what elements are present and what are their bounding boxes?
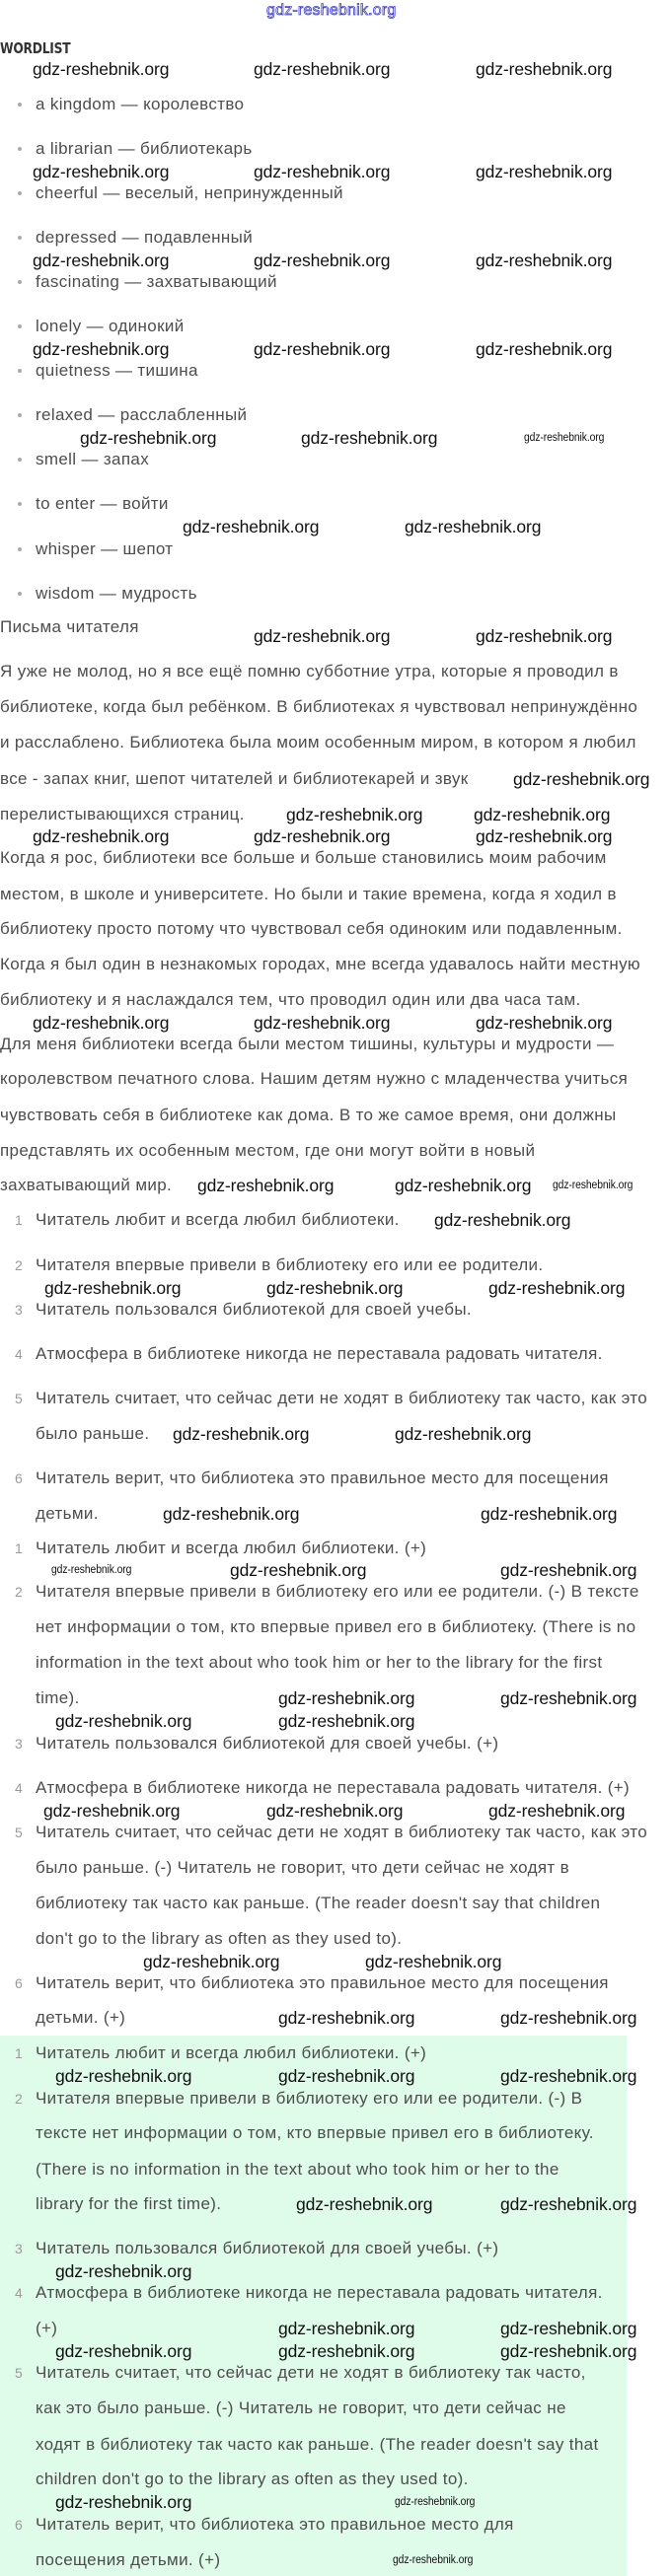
answers-item-line: Читатель пользовался библиотекой для своей учебы. (+) (36, 1734, 499, 1753)
watermark-text: gdz-reshebnik.org (476, 338, 613, 359)
site-title-logo[interactable]: gdz-reshebnik.org (266, 2, 397, 19)
watermark-text: gdz-reshebnik.org (33, 826, 170, 846)
watermark-text: gdz-reshebnik.org (254, 161, 391, 181)
letter-paragraph-line: захватывающий мир. (0, 1176, 173, 1194)
statements-item-number: 6 (15, 1470, 23, 1486)
statements-item-number: 1 (15, 1212, 23, 1228)
watermark-text: gdz-reshebnik.org (143, 1951, 280, 1971)
answers-highlighted-item-line: Читатель верит, что библиотека это правильное место для (36, 2515, 514, 2534)
watermark-text: gdz-reshebnik.org (278, 2008, 415, 2028)
watermark-text: gdz-reshebnik.org (163, 1504, 300, 1524)
watermark-text: gdz-reshebnik.org (197, 1176, 335, 1195)
watermark-text: gdz-reshebnik.org (476, 161, 613, 181)
watermark-text: gdz-reshebnik.org (488, 1800, 626, 1821)
watermark-text: gdz-reshebnik.org (500, 2008, 637, 2028)
watermark-text: gdz-reshebnik.org (278, 1688, 415, 1708)
answers-highlighted-item-number: 6 (15, 2517, 23, 2533)
watermark-text: gdz-reshebnik.org (476, 826, 613, 846)
watermark-text: gdz-reshebnik.org (500, 2066, 637, 2086)
watermark-text: gdz-reshebnik.org (254, 826, 391, 846)
watermark-text: gdz-reshebnik.org (513, 769, 650, 789)
watermark-text: gdz-reshebnik.org (55, 1711, 192, 1731)
watermark-text: gdz-reshebnik.org (266, 1277, 404, 1298)
watermark-text: gdz-reshebnik.org (43, 1800, 181, 1821)
watermark-text: gdz-reshebnik.org (278, 2066, 415, 2086)
letter-paragraph-line: Когда я был один в незнакомых городах, мне всегда удавалось найти местную (0, 955, 641, 973)
statements-item-number: 2 (15, 1257, 23, 1273)
watermark-text: gdz-reshebnik.org (500, 1688, 637, 1708)
wordlist-item: a kingdom — королевство (36, 95, 245, 113)
watermark-text: gdz-reshebnik.org (33, 338, 170, 359)
answers-item-number: 5 (15, 1825, 23, 1840)
watermark-text: gdz-reshebnik.org (524, 431, 605, 444)
letter-paragraph-line: королевством печатного слова. Нашим детям нужно с младенчества учиться (0, 1069, 629, 1088)
watermark-text: gdz-reshebnik.org (278, 2319, 415, 2338)
wordlist-item: cheerful — веселый, непринужденный (36, 183, 343, 202)
statements-item-line: Атмосфера в библиотеке никогда не переставала радовать читателя. (36, 1344, 603, 1363)
answers-item-number: 3 (15, 1736, 23, 1752)
letter-paragraph-line: Для меня библиотеки всегда были местом тишины, культуры и мудрости — (0, 1035, 615, 1053)
statements-item-number: 5 (15, 1391, 23, 1406)
letter-paragraph-line: местом, в школе и университете. Но были и такие времена, когда я ходил в (0, 885, 617, 903)
watermark-text: gdz-reshebnik.org (500, 2194, 637, 2214)
watermark-text: gdz-reshebnik.org (254, 1012, 391, 1033)
answers-item-line: детьми. (+) (36, 2008, 126, 2027)
watermark-text: gdz-reshebnik.org (488, 1277, 626, 1298)
watermark-text: gdz-reshebnik.org (55, 2340, 192, 2361)
answers-highlighted-item-line: как это было раньше. (-) Читатель не говорит, что дети сейчас не (36, 2398, 566, 2417)
watermark-text: gdz-reshebnik.org (395, 1424, 532, 1444)
watermark-text: gdz-reshebnik.org (500, 1560, 637, 1580)
watermark-text: gdz-reshebnik.org (476, 626, 613, 646)
answers-highlighted-item-line: Читатель любит и всегда любил библиотеки. (+) (36, 2043, 427, 2062)
watermark-text: gdz-reshebnik.org (553, 1180, 634, 1191)
letter-paragraph-line: и расслаблено. Библиотека была моим особенным миром, в котором я любил (0, 733, 636, 751)
wordlist-item: lonely — одинокий (36, 317, 185, 335)
watermark-text: gdz-reshebnik.org (33, 161, 170, 181)
answers-highlighted-item-line: посещения детьми. (+) (36, 2550, 221, 2569)
watermark-text: gdz-reshebnik.org (173, 1424, 310, 1444)
statements-item-line: Читателя впервые привели в библиотеку его или ее родители. (36, 1255, 544, 1274)
watermark-text: gdz-reshebnik.org (393, 2554, 474, 2566)
letter-paragraph-line: Когда я рос, библиотеки все больше и больше становились моим рабочим (0, 848, 607, 867)
wordlist-item: to enter — войти (36, 494, 169, 513)
statements-item-line: Читатель верит, что библиотека это правильное место для посещения (36, 1468, 609, 1487)
answers-item-number: 1 (15, 1540, 23, 1556)
statements-item-number: 4 (15, 1346, 23, 1362)
answers-highlighted-item-line: Читатель считает, что сейчас дети не ходят в библиотеку так часто, (36, 2363, 586, 2382)
statements-item-line: Читатель любит и всегда любил библиотеки. (36, 1210, 400, 1229)
answers-highlighted-item-line: library for the first time). (36, 2194, 222, 2213)
watermark-text: gdz-reshebnik.org (254, 338, 391, 359)
watermark-text: gdz-reshebnik.org (434, 1210, 571, 1230)
watermark-text: gdz-reshebnik.org (500, 2340, 637, 2361)
letter-paragraph-line: Я уже не молод, но я все ещё помню субботние утра, которые я проводил в (0, 662, 619, 680)
watermark-text: gdz-reshebnik.org (365, 1951, 502, 1971)
answers-item-line: Атмосфера в библиотеке никогда не переставала радовать читателя. (+) (36, 1778, 631, 1797)
watermark-text: gdz-reshebnik.org (500, 2319, 637, 2338)
letter-paragraph-line: библиотеку просто потому что чувствовал себя одиноким или подавленным. (0, 919, 623, 938)
wordlist-item: fascinating — захватывающий (36, 272, 277, 291)
answers-item-line: time). (36, 1688, 80, 1707)
answers-item-line: Читатель любит и всегда любил библиотеки. (+) (36, 1538, 427, 1557)
watermark-text: gdz-reshebnik.org (405, 517, 542, 537)
bullet-icon (18, 369, 22, 373)
bullet-icon (18, 236, 22, 240)
answers-highlighted-item-number: 4 (15, 2285, 23, 2301)
watermark-text: gdz-reshebnik.org (254, 626, 391, 646)
bullet-icon (18, 592, 22, 596)
bullet-icon (18, 103, 22, 107)
letter-paragraph-line: чувствовать себя в библиотеке как дома. В то же самое время, они должны (0, 1106, 617, 1124)
answers-item-line: Читатель верит, что библиотека это правильное место для посещения (36, 1973, 609, 1992)
statements-item-line: Читатель пользовался библиотекой для своей учебы. (36, 1300, 472, 1319)
answers-highlighted-item-line: ходят в библиотеку так часто как раньше. (The reader doesn't say that (36, 2435, 599, 2454)
answers-highlighted-item-line: Атмосфера в библиотеке никогда не переставала радовать читателя. (36, 2283, 603, 2302)
answers-item-number: 2 (15, 1584, 23, 1600)
wordlist-item: a librarian — библиотекарь (36, 139, 253, 158)
statements-item-line: было раньше. (36, 1424, 150, 1443)
letter-paragraph-line: перелистывающихся страниц. (0, 805, 245, 823)
letter-paragraph-line: все - запах книг, шепот читателей и библиотекарей и звук (0, 769, 469, 788)
answers-highlighted-item-number: 1 (15, 2045, 23, 2061)
statements-item-number: 3 (15, 1302, 23, 1318)
bullet-icon (18, 147, 22, 151)
letter-paragraph-line: библиотеку и я наслаждался тем, что проводил один или два часа там. (0, 990, 581, 1009)
wordlist-item: wisdom — мудрость (36, 584, 197, 603)
watermark-text: gdz-reshebnik.org (266, 1800, 404, 1821)
answers-item-number: 4 (15, 1780, 23, 1796)
answers-item-number: 6 (15, 1975, 23, 1991)
watermark-text: gdz-reshebnik.org (474, 805, 611, 824)
answers-highlighted-item-number: 5 (15, 2365, 23, 2381)
answers-highlighted-item-line: тексте нет информации о том, кто впервые привел его в библиотеку. (36, 2123, 594, 2142)
watermark-text: gdz-reshebnik.org (55, 2492, 192, 2512)
statements-item-line: детьми. (36, 1504, 99, 1523)
watermark-text: gdz-reshebnik.org (55, 2066, 192, 2086)
bullet-icon (18, 191, 22, 195)
watermark-text: gdz-reshebnik.org (278, 2340, 415, 2361)
bullet-icon (18, 324, 22, 328)
watermark-text: gdz-reshebnik.org (395, 2496, 476, 2508)
answers-item-line: Читателя впервые привели в библиотеку его или ее родители. (-) В тексте (36, 1582, 639, 1601)
watermark-text: gdz-reshebnik.org (395, 1176, 532, 1195)
bullet-icon (18, 458, 22, 462)
wordlist-item: depressed — подавленный (36, 228, 254, 247)
bullet-icon (18, 413, 22, 417)
watermark-text: gdz-reshebnik.org (278, 1711, 415, 1731)
watermark-text: gdz-reshebnik.org (296, 2194, 433, 2214)
answers-item-line: нет информации о том, кто впервые привел его в библиотеку. (There is no (36, 1617, 636, 1636)
wordlist-item: smell — запах (36, 450, 150, 468)
watermark-text: gdz-reshebnik.org (254, 59, 391, 79)
watermark-text: gdz-reshebnik.org (33, 59, 170, 79)
watermark-text: gdz-reshebnik.org (55, 2260, 192, 2281)
letter-paragraph-line: представлять их особенным местом, где они могут войти в новый (0, 1141, 536, 1160)
answers-highlighted-item-line: (There is no information in the text about who took him or her to the (36, 2160, 559, 2179)
answers-highlighted-item-line: children don't go to the library as often as they used to). (36, 2469, 469, 2488)
watermark-text: gdz-reshebnik.org (301, 427, 438, 448)
statements-item-line: Читатель считает, что сейчас дети не ходят в библиотеку так часто, как это (36, 1389, 648, 1407)
answers-item-line: библиотеку так часто как раньше. (The reader doesn't say that children (36, 1894, 601, 1912)
answers-highlighted-item-number: 2 (15, 2091, 23, 2107)
watermark-text: gdz-reshebnik.org (286, 805, 423, 824)
watermark-text: gdz-reshebnik.org (80, 427, 217, 448)
watermark-text: gdz-reshebnik.org (481, 1504, 618, 1524)
answers-item-line: don't go to the library as often as they used to). (36, 1929, 403, 1948)
bullet-icon (18, 280, 22, 284)
bullet-icon (18, 502, 22, 506)
wordlist-item: relaxed — расслабленный (36, 405, 248, 424)
wordlist-heading: WORDLIST (0, 39, 71, 57)
watermark-text: gdz-reshebnik.org (230, 1560, 367, 1580)
watermark-text: gdz-reshebnik.org (254, 250, 391, 270)
watermark-text: gdz-reshebnik.org (33, 1012, 170, 1033)
answers-highlighted-item-line: Читателя впервые привели в библиотеку его или ее родители. (-) В (36, 2089, 583, 2108)
answers-item-line: Читатель считает, что сейчас дети не ходят в библиотеку так часто, как это (36, 1823, 648, 1841)
answers-highlighted-item-line: (+) (36, 2319, 58, 2337)
letter-title: Письма читателя (0, 617, 139, 636)
answers-highlighted-item-line: Читатель пользовался библиотекой для своей учебы. (+) (36, 2239, 499, 2257)
watermark-text: gdz-reshebnik.org (476, 1012, 613, 1033)
answers-item-line: information in the text about who took him or her to the library for the first (36, 1653, 603, 1672)
watermark-text: gdz-reshebnik.org (44, 1277, 182, 1298)
watermark-text: gdz-reshebnik.org (183, 517, 320, 537)
answers-highlighted-item-number: 3 (15, 2241, 23, 2256)
wordlist-item: quietness — тишина (36, 361, 198, 380)
watermark-text: gdz-reshebnik.org (476, 250, 613, 270)
watermark-text: gdz-reshebnik.org (51, 1564, 132, 1576)
bullet-icon (18, 547, 22, 551)
letter-paragraph-line: библиотеке, когда был ребёнком. В библиотеках я чувствовал непринуждённо (0, 697, 638, 716)
answers-item-line: было раньше. (-) Читатель не говорит, что дети сейчас не ходят в (36, 1858, 570, 1877)
watermark-text: gdz-reshebnik.org (33, 250, 170, 270)
wordlist-item: whisper — шепот (36, 539, 174, 558)
watermark-text: gdz-reshebnik.org (476, 59, 613, 79)
